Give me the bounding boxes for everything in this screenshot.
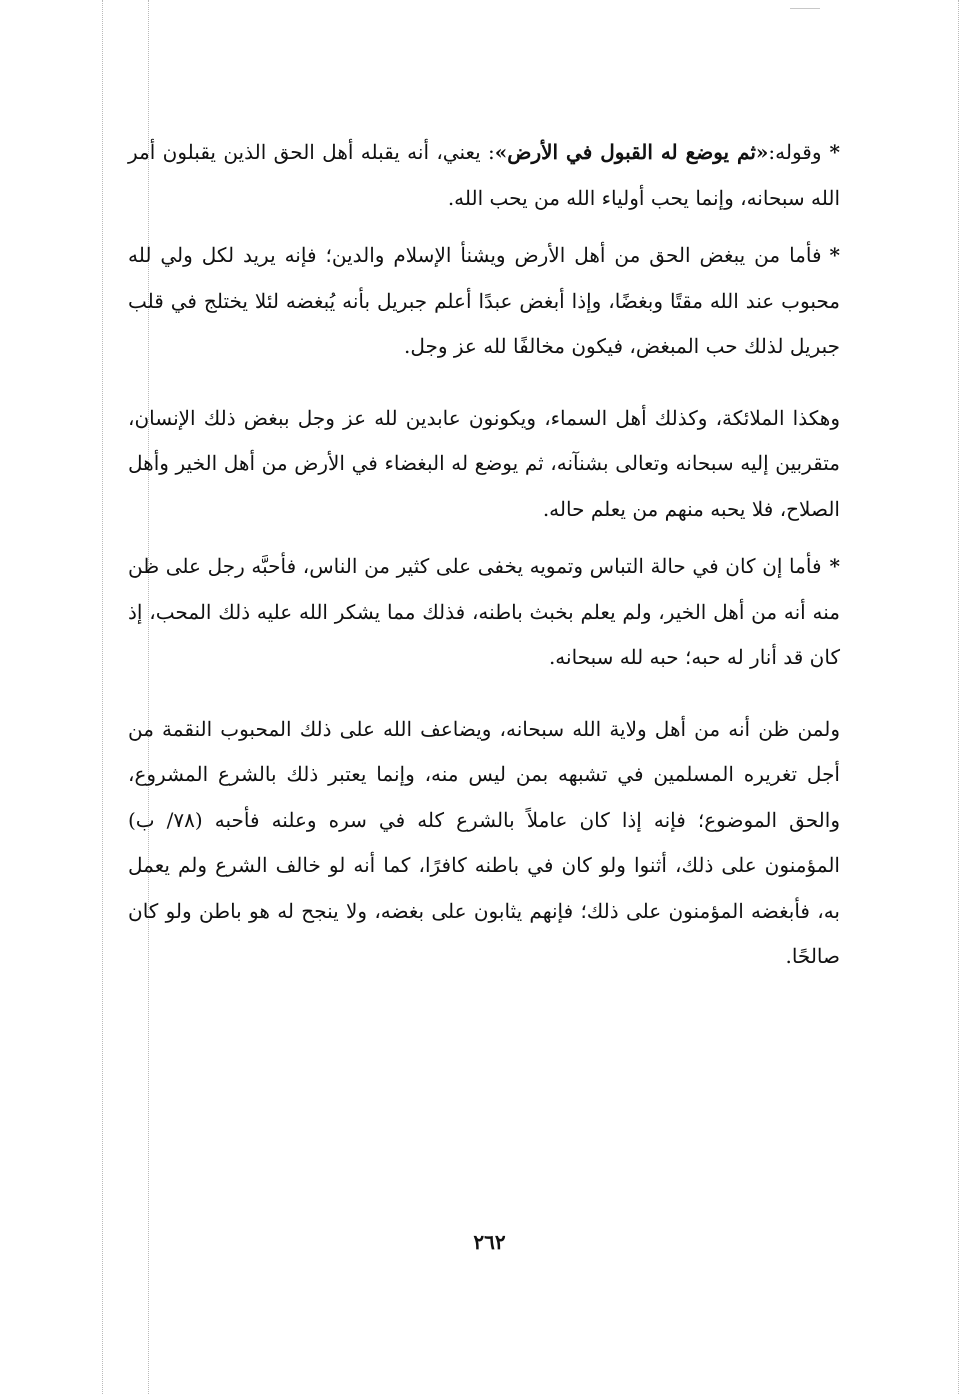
paragraph-1 <box>128 130 840 221</box>
paragraph-2 <box>128 233 840 370</box>
paragraph-text: ولمن ظن أنه من أهل ولاية الله سبحانه، ويضاعف الله على ذلك المحبوب النقمة من أجل تغريره المسلمين في تشبهه بمن ليس منه، وإنما يعتبر ذلك بالشرع المشروع، والحق الموضوع؛ فإنه إذا كان عاملاً بالشرع كله في سره وعلنه فأحبه (٧٨/ ب) المؤمنون على ذلك، أثنوا ولو كان في باطنه كافرًا، كما أنه لو خالف الشرع ولم يعمل به، فأبغضه المؤمنون على ذلك؛ فإنهم يثابون على بغضه، ولا ينجح له هو باطن ولو كان صالحًا. <box>128 716 840 968</box>
margin-guide-line <box>102 0 103 1394</box>
paragraph-4 <box>128 544 840 681</box>
paragraph-text: فأما من يبغض الحق من أهل الأرض ويشنأ الإسلام والدين؛ فإنه يريد لكل ولي لله محبوب عند الله مقتًا وبغضًا، وإذا أبغض عبدًا أعلم جبريل بأنه يُبغضه لئلا يختلج في قلب جبريل لذلك حب المبغض، فيكون مخالفًا لله عز وجل. <box>128 243 840 358</box>
asterisk-marker: * <box>829 243 840 267</box>
paragraph-text: : يعني، أنه يقبله أهل الحق الذين يقبلون أمر الله سبحانه، وإنما يحب أولياء الله من يحب الله. <box>128 140 840 210</box>
hadith-quote: «ثم يوضع له القبول في الأرض» <box>494 140 769 164</box>
scan-edge-mark <box>790 0 820 9</box>
paragraph-text: وهكذا الملائكة، وكذلك أهل السماء، ويكونون عابدين لله عز وجل ببغض ذلك الإنسان، متقربين إليه سبحانه وتعالى بشنآنه، ثم يوضع له البغضاء في الأرض من أهل الخير وأهل الصلاح، فلا يحبه منهم من يعلم حاله. <box>128 405 840 521</box>
page-number: ٢٦٢ <box>473 1230 506 1254</box>
paragraph-5 <box>128 707 840 980</box>
margin-guide-line <box>958 0 959 1394</box>
paragraph-text: فأما إن كان في حالة التباس وتمويه يخفى على كثير من الناس، فأحبَّه رجل على ظن منه أنه من أهل الخير، ولم يعلم بخبث باطنه، فذلك مما يشكر الله عليه ذلك المحب، إذ كان قد أنار له حبه؛ حبه لله سبحانه. <box>128 554 840 669</box>
paragraph-lead: وقوله: <box>768 140 822 164</box>
paragraph-3 <box>128 396 840 533</box>
page-body-text <box>128 130 840 980</box>
asterisk-marker: * <box>829 554 840 578</box>
asterisk-marker: * <box>829 140 840 164</box>
